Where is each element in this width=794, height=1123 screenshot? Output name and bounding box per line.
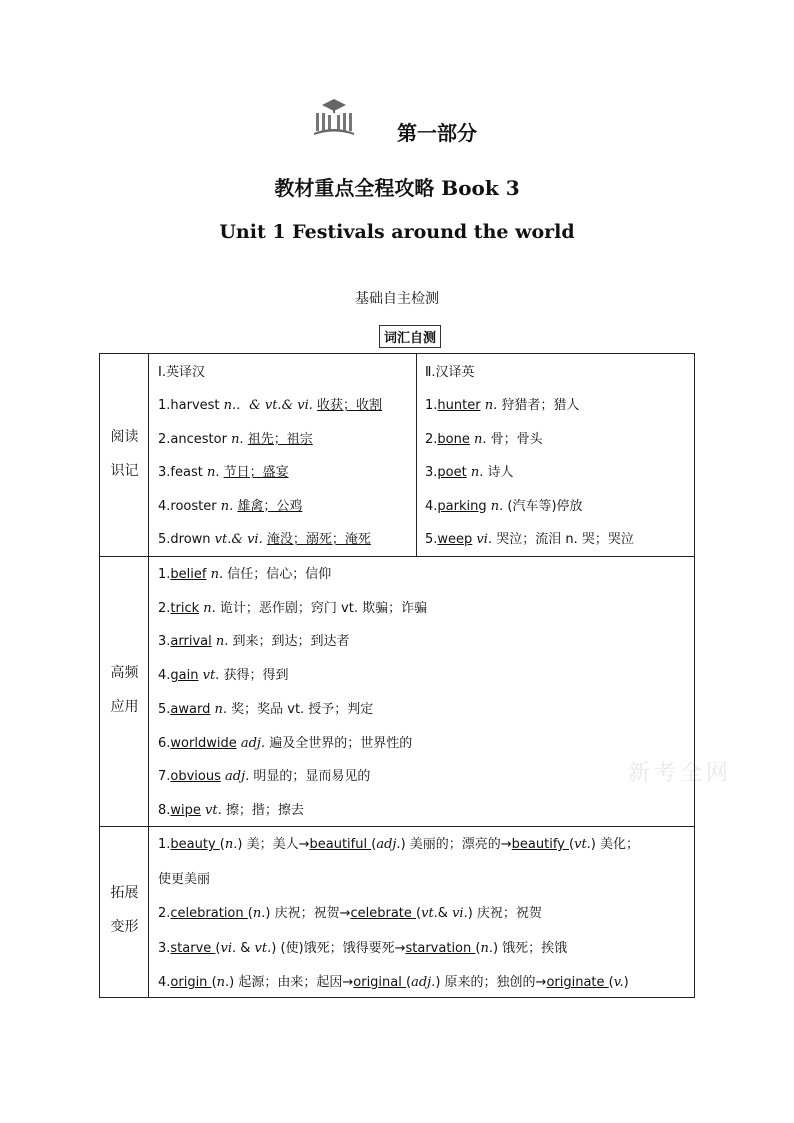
meaning: 明显的；显而易见的 (249, 769, 371, 785)
part-of-speech: n. (480, 398, 498, 413)
vocab-item (158, 630, 350, 649)
part-of-speech: n. (206, 465, 220, 480)
vocab-item (158, 765, 370, 784)
word-family-line: 4.origin (n.) 起源；由来；起因→original (adj.) 原来的；独创的→originate (v.) (158, 975, 629, 990)
part-of-speech: vi. (472, 532, 493, 547)
meaning: 诗人 (483, 465, 514, 480)
word-family-line: 3.starve (vi. & vt.) (使)饿死；饿得要死→starvation (n.) 饿死；挨饿 (158, 940, 568, 956)
word-family-line: 2.celebration (n.) 庆祝；祝贺→celebrate (vt.& vi.) 庆祝；祝贺 (158, 906, 542, 921)
vocab-item (158, 698, 373, 717)
word-family-line: 使更美丽 (158, 871, 211, 887)
vocab-item (425, 495, 583, 514)
book-logo-icon (312, 95, 356, 137)
column-title-cn-en: Ⅱ.汉译英 (425, 365, 475, 380)
part-of-speech: n. (231, 431, 244, 447)
item-number: 8. (158, 802, 171, 818)
word: 3.feast (158, 465, 207, 480)
item-number: 7. (158, 769, 171, 785)
vocab-item (158, 428, 313, 447)
part-of-speech: n. (486, 498, 504, 514)
vocab-item (425, 394, 579, 413)
answer: 收获；收割 (317, 398, 383, 413)
answer: parking (437, 498, 487, 514)
category-label: 应用 (110, 699, 139, 715)
part-of-speech: n. (220, 498, 234, 514)
category-label: 阅读 (110, 429, 139, 445)
meaning: 诡计；恶作剧；窍门 vt. 欺骗；诈骗 (215, 600, 428, 616)
item-number: 3. (158, 634, 171, 650)
vocab-item (158, 664, 288, 683)
category-label: 高频 (110, 665, 139, 681)
answer: bone (437, 431, 470, 447)
part-of-speech: vt. (198, 668, 220, 684)
part-title: 第一部分 (397, 121, 477, 145)
part-of-speech: n. (210, 701, 227, 717)
part-of-speech: n. (206, 567, 224, 582)
item-number: 5. (158, 701, 171, 717)
page-title: 教材重点全程攻略 Book 3 (274, 176, 520, 200)
vocab-item (158, 528, 371, 547)
item-number: 1. (425, 398, 438, 413)
meaning: 奖；奖品 vt. 授予；判定 (226, 701, 374, 717)
item-number: 2. (158, 600, 171, 616)
answer: 祖先；祖宗 (247, 431, 313, 447)
word: 2.ancestor (158, 431, 232, 447)
meaning: 狩猎者；猎人 (497, 398, 580, 413)
answer: arrival (170, 634, 212, 650)
meaning: 信任；信心；信仰 (223, 567, 332, 582)
vocab-item (425, 428, 543, 447)
item-number: 5. (425, 532, 438, 547)
answer: trick (170, 600, 200, 616)
word-family-line: 1.beauty (n.) 美；美人→beautiful (adj.) 美丽的；漂亮的→beautify (vt.) 美化； (158, 837, 640, 852)
answer: 淹没；溺死；淹死 (266, 532, 371, 547)
item-number: 4. (158, 668, 171, 684)
vocab-item (158, 732, 412, 751)
vocab-item (425, 528, 634, 547)
item-number: 3. (425, 465, 438, 480)
meaning: 获得；得到 (219, 668, 289, 684)
vocab-item (158, 799, 304, 818)
vocab-item (425, 461, 514, 480)
item-number: 6. (158, 735, 171, 751)
part-of-speech: n. (199, 600, 216, 616)
part-of-speech: vt.& vi. (214, 532, 263, 547)
category-label: 拓展 (110, 885, 139, 901)
meaning: 遍及全世界的；世界性的 (265, 735, 413, 751)
answer: 雄禽；公鸡 (237, 498, 303, 514)
meaning: 哭泣；流泪 n. 哭；哭泣 (492, 532, 634, 547)
part-of-speech: adj. (236, 735, 266, 751)
answer: weep (437, 532, 473, 547)
category-label: 变形 (110, 919, 139, 935)
meaning: 骨；骨头 (486, 431, 543, 447)
word: 4.rooster (158, 498, 221, 514)
item-number: 4. (425, 498, 438, 514)
section-subtitle: 基础自主检测 (355, 291, 439, 307)
boxed-label: 词汇自测 (379, 325, 441, 348)
answer: wipe (170, 802, 201, 818)
item-number: 1. (158, 567, 171, 582)
part-of-speech: n.．& vt.& vi. (223, 398, 313, 413)
category-label: 识记 (110, 463, 139, 479)
part-of-speech: n. (211, 634, 229, 650)
meaning: (汽车等)停放 (503, 498, 583, 514)
vocab-item (158, 597, 427, 616)
answer: 节日；盛宴 (223, 465, 289, 480)
part-of-speech: adj. (220, 769, 250, 785)
part-of-speech: vt. (200, 802, 222, 818)
meaning: 擦；揩；擦去 (221, 802, 304, 818)
vocab-table (99, 353, 695, 998)
answer: worldwide (170, 735, 237, 751)
vocab-item (158, 495, 302, 514)
word: 5.drown (158, 532, 215, 547)
word: 1.harvest (158, 398, 224, 413)
answer: award (170, 701, 211, 717)
answer: gain (170, 668, 199, 684)
part-of-speech: n. (466, 465, 484, 480)
vocab-item (158, 461, 289, 480)
item-number: 2. (425, 431, 438, 447)
part-of-speech: n. (469, 431, 487, 447)
answer: poet (437, 465, 467, 480)
watermark: 新考全网 (628, 761, 733, 786)
answer: belief (170, 567, 207, 582)
vocab-item (158, 563, 331, 582)
vocab-item (158, 394, 382, 413)
answer: obvious (170, 769, 221, 785)
column-title-en-cn: Ⅰ.英译汉 (158, 365, 205, 380)
answer: hunter (437, 398, 481, 413)
meaning: 到来；到达；到达者 (228, 634, 350, 650)
unit-title: Unit 1 Festivals around the world (219, 221, 575, 243)
